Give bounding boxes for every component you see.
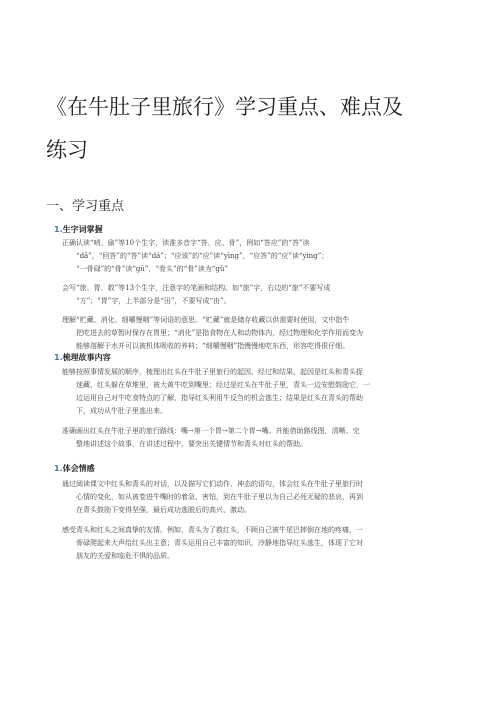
paragraph — [62, 524, 442, 563]
paragraph — [62, 314, 442, 353]
text-line: 下，成功从牛肚子里逃出来。 — [76, 407, 167, 415]
subsection-label: 生字词掌握 — [62, 225, 103, 234]
text-line: “一骨碌”的“骨”读“gū”，“骨头”的“骨”读为“gǔ” — [76, 265, 228, 273]
text-line: 心情的变化，如从被卷进牛嘴时的着急、害怕，到在牛肚子里以为自己必死无疑的悲哀，再到 — [76, 493, 363, 501]
text-line: 整地讲述这个故事，在讲述过程中，要突出关键情节和青头对红头的帮助。 — [76, 440, 307, 448]
text-line: 在青头鼓励下变得坚强，最后成功逃脱后的高兴、激动。 — [76, 506, 251, 514]
section-heading: 一、学习重点 — [46, 199, 125, 214]
text-line: “方”；“胃”字，上半部分是“田”，不要写成“由”。 — [76, 297, 231, 305]
text-line: 边运用自己对牛吃食特点的了解，指导红头利用牛反刍的机会逃生；结果是红头在青头的帮助 — [76, 394, 363, 402]
text-line: 感受青头和红头之间真挚的友情。例如，青头为了救红头，不顾自己被牛尾巴摔倒在地的疼痛，一 — [62, 526, 363, 534]
paragraph — [62, 425, 442, 451]
subsection-heading — [54, 224, 103, 235]
text-line: 能够按照事情发展的顺序，梳理出红头在牛肚子里旅行的起因、经过和结果。起因是红头和青头捉 — [62, 368, 363, 376]
text-line: 朋友的关爱和临危不惧的品质。 — [76, 552, 174, 560]
title-line: 《在牛肚子里旅行》学习重点、难点及 — [46, 95, 403, 119]
subsection-label: 梳理故事内容 — [62, 353, 111, 362]
title-line: 练习 — [46, 138, 88, 162]
text-line: 骨碌爬起来大声给红头出主意；青头运用自己丰富的知识，冷静地指导红头逃生，体现了它对 — [76, 539, 363, 547]
paragraph — [62, 282, 442, 308]
subsection-heading — [54, 463, 95, 474]
page-title — [46, 86, 466, 172]
text-line: 理解“贮藏、消化、细嚼慢咽”等词语的意思。“贮藏”就是储存收藏以供需要时使用，文中指牛 — [62, 316, 350, 324]
text-line: 准确画出红头在牛肚子里的旅行路线：嘴→第一个胃→第二个胃→嘴。并能借助路线图，清晰、完 — [62, 427, 360, 435]
subsection-number: 1. — [54, 225, 63, 234]
subsection-label: 体会情感 — [62, 464, 95, 473]
subsection-number: 1. — [54, 464, 63, 473]
subsection-number: 1. — [54, 353, 63, 362]
text-line: 把吃进去的草暂时保存在胃里；“消化”是指食物在人和动物体内，经过物理和化学作用而变为 — [76, 329, 364, 337]
text-line: 通过阅读课文中红头和青头的对话，以及描写它们动作、神态的语句，体会红头在牛肚子里旅行时 — [62, 480, 363, 488]
text-line: 能够溶解于水并可以被机体吸收的养料；“细嚼慢咽”指慢慢地吃东西，形容吃得很仔细。 — [76, 342, 350, 350]
text-line: 会写“旅、胃、救”等13个生字，注意字的笔画和结构。如“旅”字，右边的“旅”不要写成 — [62, 284, 331, 292]
text-line: “dā”，“回答”的“答”读“dá”；“应该”的“应”读“yīng”，“应答”的“应”读“yìng”； — [76, 252, 329, 260]
text-line: 迷藏，红头躲在草堆里，被大黄牛吃到嘴里；经过是红头在牛肚子里，青头一边安慰鼓励它，一 — [76, 381, 370, 389]
text-line: 正确认读“哨、偷”等10个生字，读准多音字“答、应、骨”，例如“答应”的“答”读 — [62, 239, 310, 247]
paragraph — [62, 237, 442, 276]
subsection-heading — [54, 352, 111, 363]
paragraph — [62, 366, 442, 418]
paragraph — [62, 478, 442, 517]
